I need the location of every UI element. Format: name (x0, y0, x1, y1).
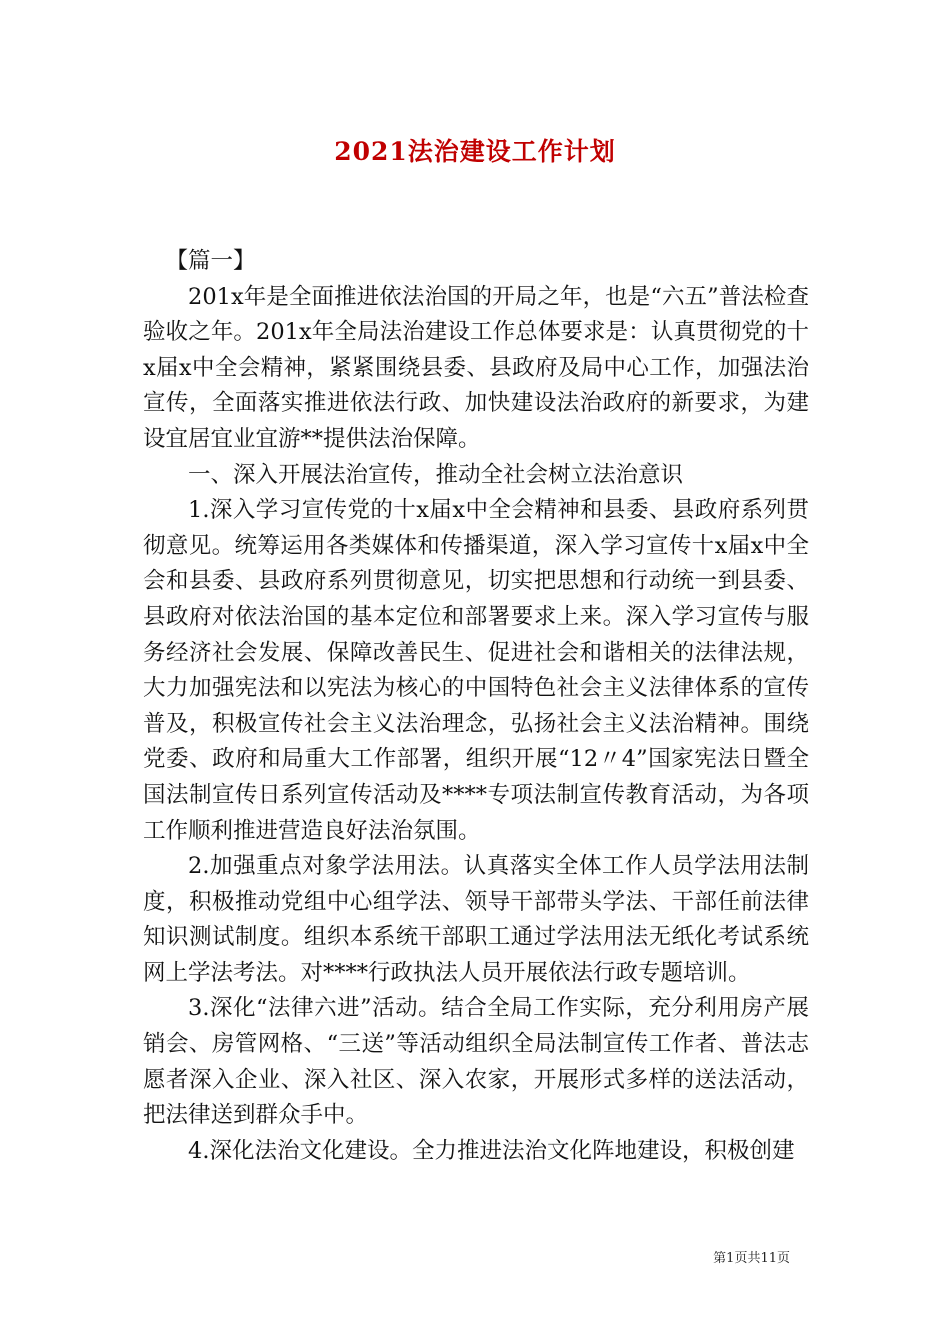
document-body (143, 244, 809, 1169)
document-title: 2021法治建设工作计划 (334, 137, 616, 166)
paragraph-item-1: 1.深入学习宣传党的十x届x中全会精神和县委、县政府系列贯彻意见。统筹运用各类媒体和传播渠道，深入学习宣传十x届x中全会和县委、县政府系列贯彻意见，切实把思想和行动统一到县委、县政府对依法治国的基本定位和部署要求上来。深入学习宣传与服务经济社会发展、保障改善民生、促进社会和谐相关的法律法规，大力加强宪法和以宪法为核心的中国特色社会主义法律体系的宣传普及，积极宣传社会主义法治理念，弘扬社会主义法治精神。围绕党委、政府和局重大工作部署，组织开展“12〃4”国家宪法日暨全国法制宣传日系列宣传活动及****专项法制宣传教育活动，为各项工作顺利推进营造良好法治氛围。 (143, 497, 809, 844)
paragraph-item-2: 2.加强重点对象学法用法。认真落实全体工作人员学法用法制度，积极推动党组中心组学法、领导干部带头学法、干部任前法律知识测试制度。组织本系统干部职工通过学法用法无纸化考试系统网上学法考法。对****行政执法人员开展依法行政专题培训。 (143, 853, 809, 986)
page-number-footer: 第1页共11页 (713, 1251, 790, 1266)
paragraph-item-3: 3.深化“法律六进”活动。结合全局工作实际，充分利用房产展销会、房管网格、“三送”等活动组织全局法制宣传工作者、普法志愿者深入企业、深入社区、深入农家，开展形式多样的送法活动，把法律送到群众手中。 (143, 995, 809, 1129)
paragraph-intro: 201x年是全面推进依法治国的开局之年，也是“六五”普法检查验收之年。201x年全局法治建设工作总体要求是：认真贯彻党的十x届x中全会精神，紧紧围绕县委、县政府及局中心工作，加强法治宣传，全面落实推进依法行政、加快建设法治政府的新要求，为建设宜居宜业宜游**提供法治保障。 (143, 283, 809, 452)
section-label: 【篇一】 (165, 248, 256, 274)
section-heading-1: 一、深入开展法治宣传，推动全社会树立法治意识 (188, 461, 684, 488)
paragraph-item-4: 4.深化法治文化建设。全力推进法治文化阵地建设，积极创建 (188, 1137, 795, 1164)
